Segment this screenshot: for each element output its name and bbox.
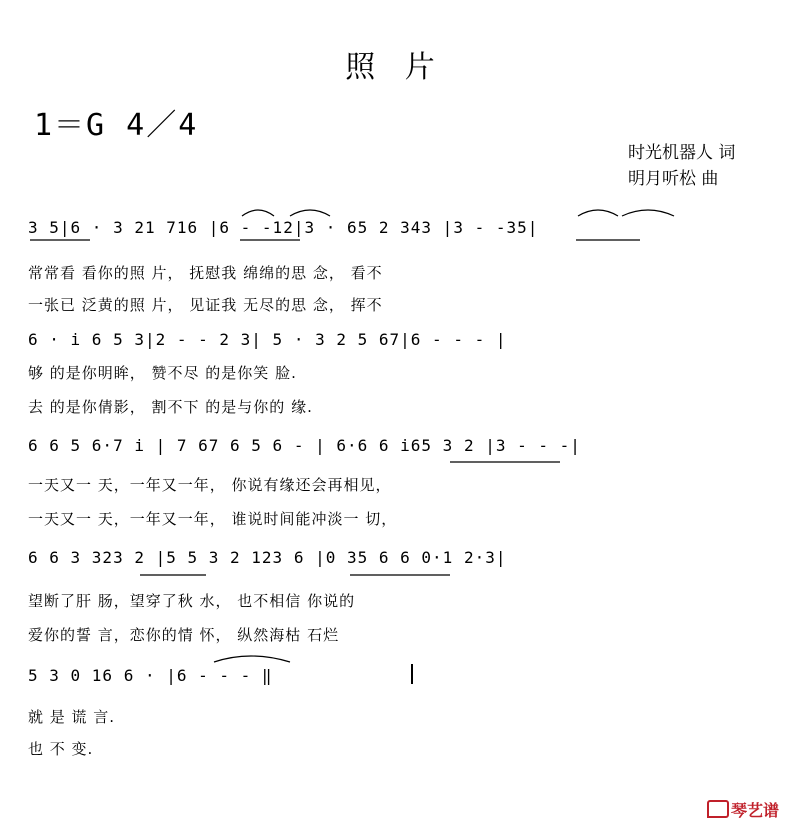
song-title: 照 片 (345, 50, 445, 85)
tie-mark (214, 656, 290, 662)
watermark-logo (707, 798, 779, 821)
key-signature: 1＝G 4／4 (34, 108, 199, 143)
tie-mark (578, 210, 618, 216)
notation-line-2: 6 · i 6 5 3|2 - - 2 3| 5 · 3 2 5 67|6 - - - | (28, 330, 507, 349)
notation-line-4: 6 6 3 323 2 |5 5 3 2 123 6 |0 35 6 6 0·1 2·3| (28, 548, 507, 567)
lyric-line-1-verse-1: 常常看 看你的照 片， 抚慰我 绵绵的思 念， 看不 (28, 264, 383, 282)
logo-icon (707, 800, 729, 818)
lyric-line-2-verse-2: 去 的是你倩影， 割不下 的是与你的 缘. (28, 398, 313, 416)
tie-mark (622, 210, 674, 216)
tie-mark (290, 210, 330, 216)
tie-mark (242, 210, 274, 216)
lyric-line-4-verse-2: 爱你的誓 言，恋你的情 怀， 纵然海枯 石烂 (28, 626, 340, 644)
watermark-text: 琴艺谱 (731, 801, 780, 820)
lyric-line-4-verse-1: 望断了肝 肠，望穿了秋 水， 也不相信 你说的 (28, 592, 356, 610)
lyric-line-5-verse-1: 就 是 谎 言. (28, 708, 116, 726)
notation-line-3: 6 6 5 6·7 i | 7 67 6 5 6 - | 6·6 6 i65 3 2 |3 - - -| (28, 436, 581, 455)
lyricist-credit: 时光机器人 词 (628, 143, 736, 163)
lyric-line-2-verse-1: 够 的是你明眸， 赞不尽 的是你笑 脸. (28, 364, 297, 382)
lyric-line-3-verse-2: 一天又一 天，一年又一年， 谁说时间能冲淡一 切， (28, 510, 398, 528)
composer-credit: 明月听松 曲 (628, 169, 719, 189)
notation-line-5: 5 3 0 16 6 · |6 - - - ‖ (28, 666, 273, 685)
lyric-line-1-verse-2: 一张已 泛黄的照 片， 见证我 无尽的思 念， 挥不 (28, 296, 383, 314)
lyric-line-3-verse-1: 一天又一 天，一年又一年， 你说有缘还会再相见， (28, 476, 392, 494)
lyric-line-5-verse-2: 也 不 变. (28, 740, 94, 758)
notation-line-1: 3 5|6 · 3 21 716 |6 - -12|3 · 65 2 343 |3 - -35| (28, 218, 539, 237)
